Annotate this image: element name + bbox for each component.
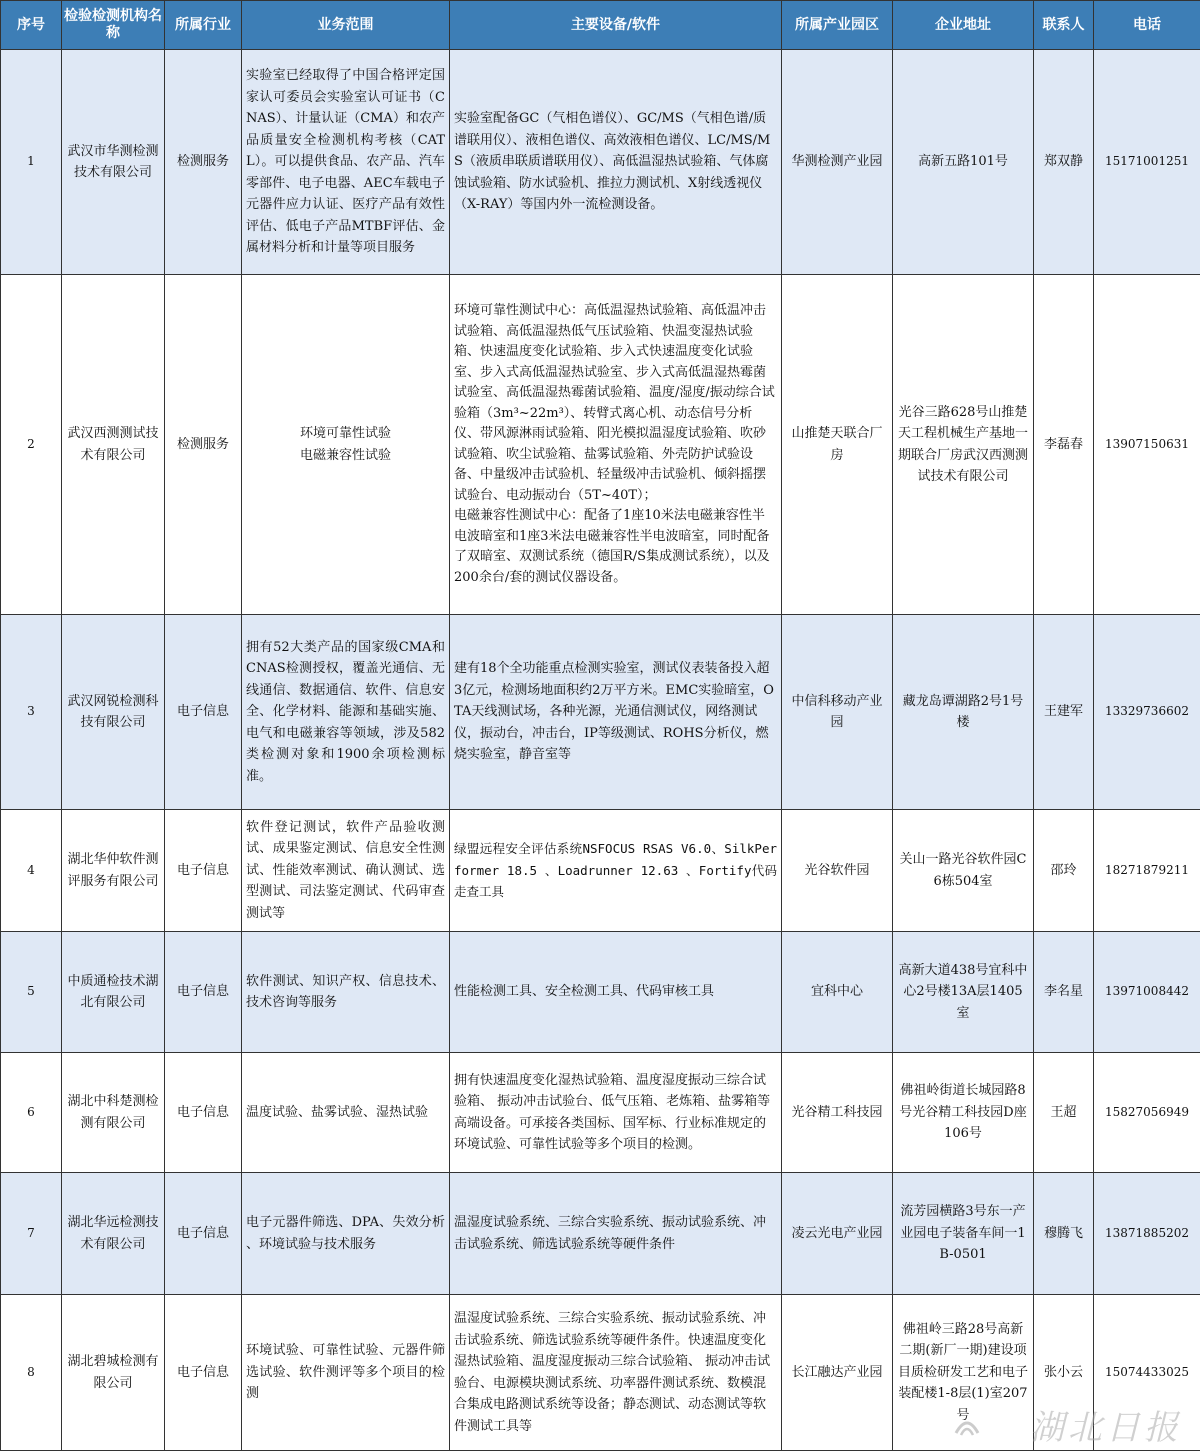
industrial-park: 光谷软件园 xyxy=(782,810,893,932)
header-no: 序号 xyxy=(1,1,62,50)
table-row xyxy=(1,810,1200,932)
row-no: 1 xyxy=(1,50,62,275)
industrial-park: 华测检测产业园 xyxy=(782,50,893,275)
table-row xyxy=(1,275,1200,615)
business-scope: 软件登记测试，软件产品验收测试、成果鉴定测试、信息安全性测试、性能效率测试、确认测试、选型测试、司法鉴定测试、代码审查测试等 xyxy=(242,810,450,932)
contact-person: 王超 xyxy=(1034,1053,1094,1173)
header-park: 所属产业园区 xyxy=(782,1,893,50)
industry: 检测服务 xyxy=(165,275,242,615)
phone: 15827056949 xyxy=(1094,1053,1200,1173)
row-no: 8 xyxy=(1,1295,62,1451)
address: 光谷三路628号山推楚天工程机械生产基地一期联合厂房武汉西测测试技术有限公司 xyxy=(893,275,1034,615)
contact-person: 张小云 xyxy=(1034,1295,1094,1451)
business-scope: 软件测试、知识产权、信息技术、技术咨询等服务 xyxy=(242,932,450,1053)
table-row xyxy=(1,50,1200,275)
industrial-park: 山推楚天联合厂房 xyxy=(782,275,893,615)
equipment: 温湿度试验系统、三综合实验系统、振动试验系统、冲击试验系统、筛选试验系统等硬件条件 xyxy=(450,1173,782,1295)
row-no: 2 xyxy=(1,275,62,615)
header-industry: 所属行业 xyxy=(165,1,242,50)
address: 关山一路光谷软件园C6栋504室 xyxy=(893,810,1034,932)
phone: 18271879211 xyxy=(1094,810,1200,932)
equipment: 实验室配备GC（气相色谱仪）、GC/MS（气相色谱/质谱联用仪）、液相色谱仪、高效液相色谱仪、LC/MS/MS（液质串联质谱联用仪）、高低温湿热试验箱、气体腐蚀试验箱、防水试验机、推拉力测试机、X射线透视仪（X-RAY）等国内外一流检测设备。 xyxy=(450,50,782,275)
row-no: 7 xyxy=(1,1173,62,1295)
address: 佛祖岭三路28号高新二期(新厂一期)建设项目质检研发工艺和电子装配楼1-8层(1)室207号 xyxy=(893,1295,1034,1451)
industry: 电子信息 xyxy=(165,1295,242,1451)
contact-person: 李磊春 xyxy=(1034,275,1094,615)
industrial-park: 凌云光电产业园 xyxy=(782,1173,893,1295)
contact-person: 李名星 xyxy=(1034,932,1094,1053)
address: 流芳园横路3号东一产业园电子装备车间一1B-0501 xyxy=(893,1173,1034,1295)
table-row xyxy=(1,615,1200,810)
agency-name: 湖北中科楚测检测有限公司 xyxy=(62,1053,165,1173)
agency-name: 湖北华远检测技术有限公司 xyxy=(62,1173,165,1295)
industry: 电子信息 xyxy=(165,810,242,932)
industry: 电子信息 xyxy=(165,1173,242,1295)
agency-name: 武汉西测测试技术有限公司 xyxy=(62,275,165,615)
contact-person: 王建军 xyxy=(1034,615,1094,810)
agency-name: 武汉网锐检测科技有限公司 xyxy=(62,615,165,810)
header-phone: 电话 xyxy=(1094,1,1200,50)
row-no: 5 xyxy=(1,932,62,1053)
equipment: 温湿度试验系统、三综合实验系统、振动试验系统、冲击试验系统、筛选试验系统等硬件条件。快速温度变化湿热试验箱、温度湿度振动三综合试验箱、 振动冲击试验台、电源模块测试系统、功率器件测试系统、数模混合集成电路测试系统等设备；静态测试、动态测试等软件测试工具等 xyxy=(450,1295,782,1451)
industrial-park: 宜科中心 xyxy=(782,932,893,1053)
header-scope: 业务范围 xyxy=(242,1,450,50)
phone: 13871885202 xyxy=(1094,1173,1200,1295)
watermark: 湖北日报 xyxy=(1030,1408,1182,1448)
industrial-park: 中信科移动产业园 xyxy=(782,615,893,810)
industry: 检测服务 xyxy=(165,50,242,275)
address: 高新大道438号宜科中心2号楼13A层1405室 xyxy=(893,932,1034,1053)
contact-person: 郑双静 xyxy=(1034,50,1094,275)
table-row xyxy=(1,1295,1200,1451)
table-row xyxy=(1,1053,1200,1173)
industry: 电子信息 xyxy=(165,1053,242,1173)
contact-person: 邵玲 xyxy=(1034,810,1094,932)
business-scope: 电子元器件筛选、DPA、失效分析 、环境试验与技术服务 xyxy=(242,1173,450,1295)
business-scope: 环境可靠性试验 电磁兼容性试验 xyxy=(242,275,450,615)
header-agency-name: 检验检测机构名称 xyxy=(62,1,165,50)
industrial-park: 光谷精工科技园 xyxy=(782,1053,893,1173)
address: 藏龙岛谭湖路2号1号楼 xyxy=(893,615,1034,810)
header-equipment: 主要设备/软件 xyxy=(450,1,782,50)
agency-name: 武汉市华测检测技术有限公司 xyxy=(62,50,165,275)
agency-name: 湖北华仲软件测评服务有限公司 xyxy=(62,810,165,932)
contact-person: 穆腾飞 xyxy=(1034,1173,1094,1295)
equipment: 拥有快速温度变化湿热试验箱、温度湿度振动三综合试验箱、 振动冲击试验台、低气压箱、老炼箱、盐雾箱等高端设备。可承接各类国标、国军标、行业标准规定的环境试验、可靠性试验等多个项目的检测。 xyxy=(450,1053,782,1173)
header-row xyxy=(1,1,1200,50)
agency-name: 湖北碧城检测有限公司 xyxy=(62,1295,165,1451)
address: 佛祖岭街道长城园路8号光谷精工科技园D座106号 xyxy=(893,1053,1034,1173)
equipment: 环境可靠性测试中心：高低温湿热试验箱、高低温冲击试验箱、高低温湿热低气压试验箱、快温变湿热试验箱、快速温度变化试验箱、步入式快速温度变化试验室、步入式高低温湿热试验室、步入式高低温湿热霉菌试验室、高低温湿热霉菌试验箱、温度/湿度/振动综合试验箱（3m³~22m³）、转臂式离心机、动态信号分析仪、带风源淋雨试验箱、阳光模拟温湿度试验箱、吹砂试验箱、吹尘试验箱、盐雾试验箱、外壳防护试验设备、中量级冲击试验机、轻量级冲击试验机、倾斜摇摆试验台、电动振动台（5T~40T）； 电磁兼容性测试中心：配备了1座10米法电磁兼容性半电波暗室和1座3米法电磁兼容性半电波暗室，同时配备了双暗室、双测试系统（德国R/S集成测试系统），以及200余台/套的测试仪器设备。 xyxy=(450,275,782,615)
row-no: 4 xyxy=(1,810,62,932)
business-scope: 拥有52大类产品的国家级CMA和CNAS检测授权，覆盖光通信、无线通信、数据通信、软件、信息安全、化学材料、能源和基础实施、电气和电磁兼容等领域，涉及582类检测对象和1900余项检测标准。 xyxy=(242,615,450,810)
industry: 电子信息 xyxy=(165,932,242,1053)
row-no: 6 xyxy=(1,1053,62,1173)
agency-name: 中质通检技术湖北有限公司 xyxy=(62,932,165,1053)
equipment: 建有18个全功能重点检测实验室，测试仪表装备投入超3亿元，检测场地面积约2万平方米。EMC实验暗室，OTA天线测试场，各种光源，光通信测试仪，网络测试仪，振动台，冲击台，IP等级测试、ROHS分析仪，燃烧实验室，静音室等 xyxy=(450,615,782,810)
phone: 13971008442 xyxy=(1094,932,1200,1053)
equipment: 性能检测工具、安全检测工具、代码审核工具 xyxy=(450,932,782,1053)
business-scope: 温度试验、盐雾试验、湿热试验 xyxy=(242,1053,450,1173)
phone: 13907150631 xyxy=(1094,275,1200,615)
phone: 13329736602 xyxy=(1094,615,1200,810)
phone: 15074433025 xyxy=(1094,1295,1200,1451)
industry: 电子信息 xyxy=(165,615,242,810)
business-scope: 环境试验、可靠性试验、元器件筛选试验、软件测评等多个项目的检测 xyxy=(242,1295,450,1451)
business-scope: 实验室已经取得了中国合格评定国家认可委员会实验室认可证书（CNAS）、计量认证（CMA）和农产品质量安全检测机构考核（CATL）。可以提供食品、农产品、汽车零部件、电子电器、AEC车载电子元器件应力认证、医疗产品有效性评估、低电子产品MTBF评估、金属材料分析和计量等项目服务 xyxy=(242,50,450,275)
header-address: 企业地址 xyxy=(893,1,1034,50)
industrial-park: 长江融达产业园 xyxy=(782,1295,893,1451)
table-row xyxy=(1,932,1200,1053)
address: 高新五路101号 xyxy=(893,50,1034,275)
phone: 15171001251 xyxy=(1094,50,1200,275)
header-contact: 联系人 xyxy=(1034,1,1094,50)
row-no: 3 xyxy=(1,615,62,810)
equipment: 绿盟远程安全评估系统NSFOCUS RSAS V6.0、SilkPerformer 18.5 、Loadrunner 12.63 、Fortify代码走查工具 xyxy=(450,810,782,932)
table-row xyxy=(1,1173,1200,1295)
